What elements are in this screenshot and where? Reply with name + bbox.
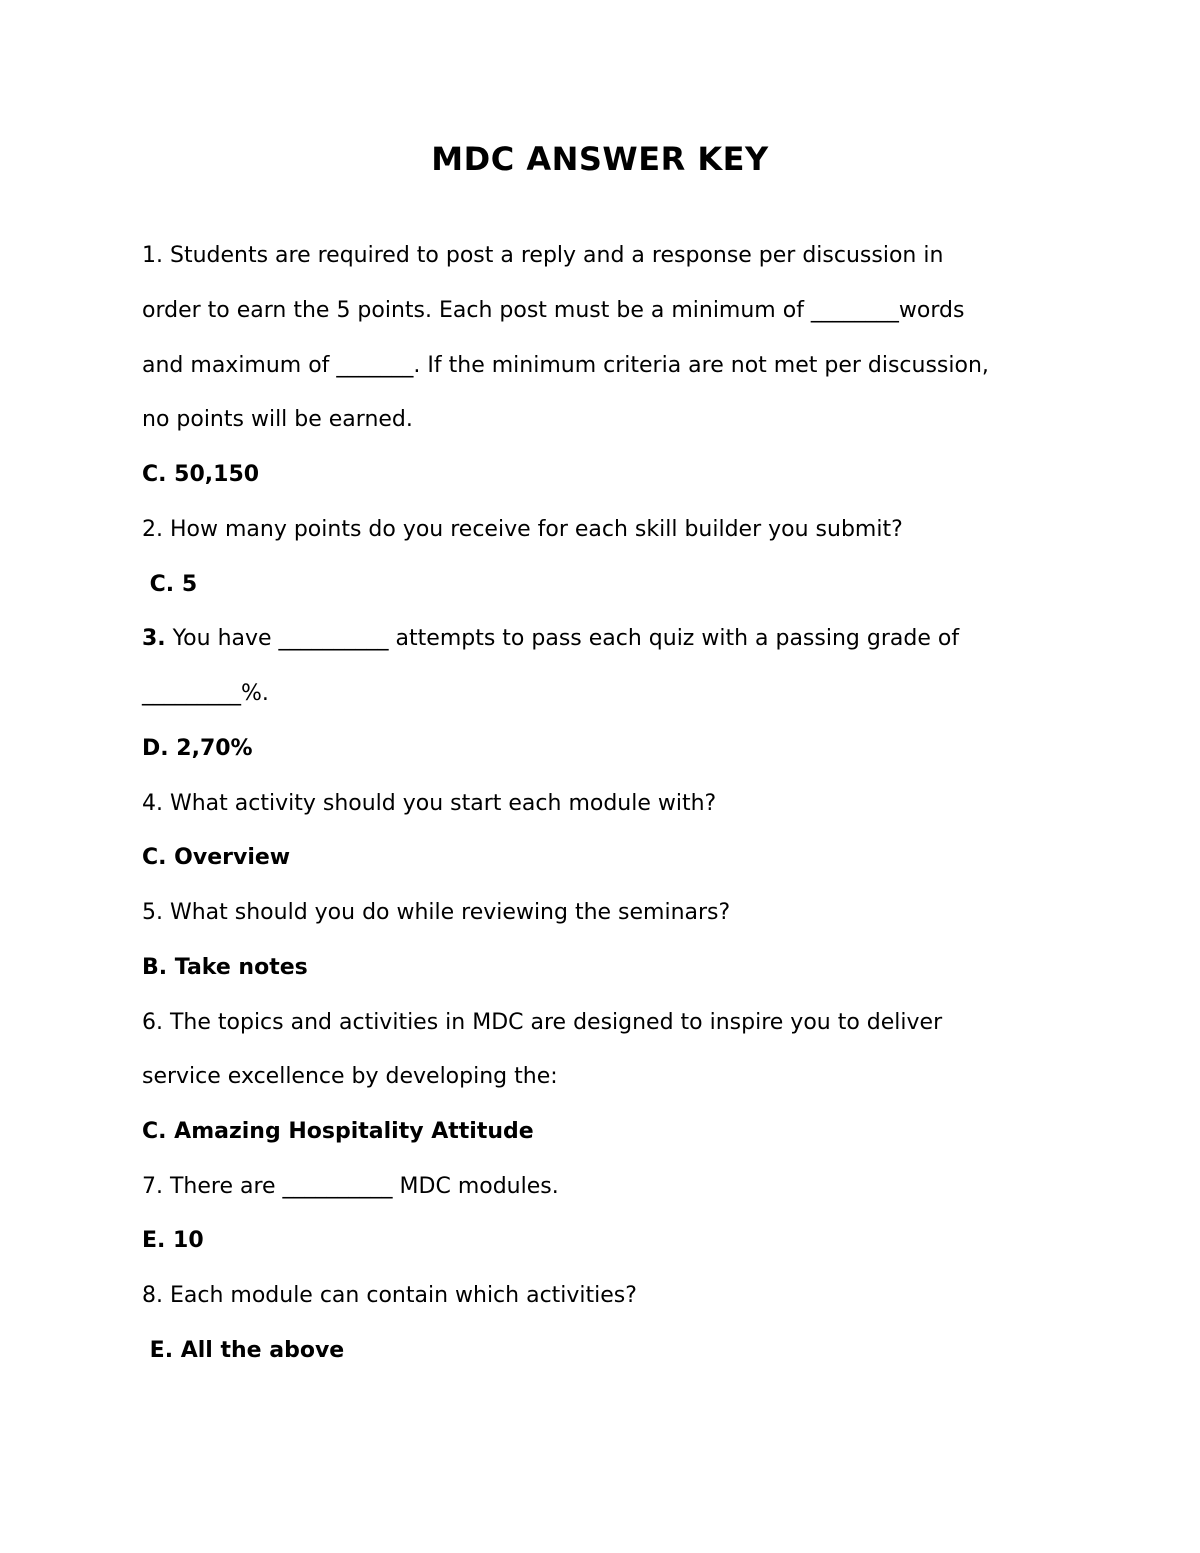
answer-2: C. 5 xyxy=(142,572,198,597)
question-2-line-1: 2. How many points do you receive for each skill builder you submit? xyxy=(142,517,903,542)
answer-6: C. Amazing Hospitality Attitude xyxy=(142,1119,534,1144)
question-5-line-1: 5. What should you do while reviewing the seminars? xyxy=(142,900,731,925)
answer-1: C. 50,150 xyxy=(142,462,260,487)
question-3-text: You have __________ attempts to pass each quiz with a passing grade of xyxy=(165,626,960,651)
question-1-line-3: and maximum of _______. If the minimum criteria are not met per discussion, xyxy=(142,353,989,378)
question-6-line-2: service excellence by developing the: xyxy=(142,1064,558,1089)
page-title: MDC ANSWER KEY xyxy=(431,140,769,178)
answer-7: E. 10 xyxy=(142,1228,204,1253)
answer-5: B. Take notes xyxy=(142,955,308,980)
answer-3: D. 2,70% xyxy=(142,736,253,761)
question-1-line-4: no points will be earned. xyxy=(142,407,413,432)
question-4-line-1: 4. What activity should you start each module with? xyxy=(142,791,717,816)
question-1-line-1: 1. Students are required to post a reply and a response per discussion in xyxy=(142,243,944,268)
answer-4: C. Overview xyxy=(142,845,291,870)
question-3-line-1 xyxy=(142,624,959,654)
question-3-number: 3. xyxy=(142,626,166,651)
question-1-line-2: order to earn the 5 points. Each post must be a minimum of ________words xyxy=(142,298,965,323)
question-8-line-1: 8. Each module can contain which activities? xyxy=(142,1283,637,1308)
answer-8: E. All the above xyxy=(142,1338,345,1363)
question-3-line-2: _________%. xyxy=(142,681,269,706)
question-7-line-1: 7. There are __________ MDC modules. xyxy=(142,1174,559,1199)
question-6-line-1: 6. The topics and activities in MDC are designed to inspire you to deliver xyxy=(142,1010,943,1035)
